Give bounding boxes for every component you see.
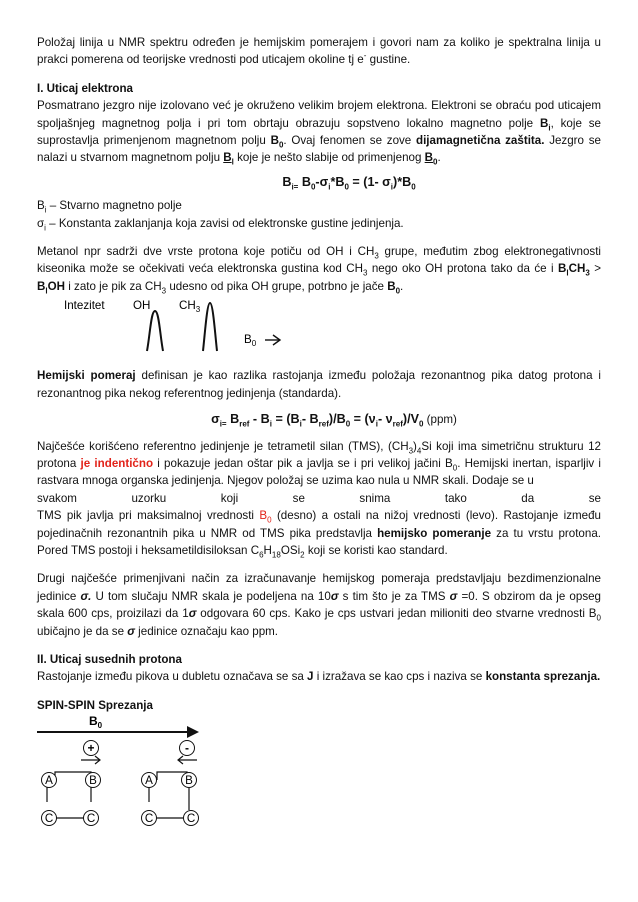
text: .: [437, 151, 441, 165]
text: , koje se suprostavlja primenjenom magnetnom polju: [37, 116, 601, 148]
right-atom-b-label: B: [185, 774, 193, 788]
highlight-identical: je indentično: [80, 456, 154, 470]
intensity-label: Intezitet: [64, 299, 105, 313]
section-title-electrons: I. Uticaj elektrona: [37, 81, 134, 95]
tms-paragraph: Najčešće korišćeno referentno jedinjenje je tetrametil silan (TMS), $(CH_3)_4Si$ koji ima simetričnu strukturu 12 protona je indentično i pokazuje jedan oštar pik a javlja se i pri velikoj jačini $B_0$. Hemijski inertan, isparljiv i rastvara mnoga organska jedinjenja. Njegov položaj se uzima kao nula u NMR skali. Dodaje se u: [37, 439, 602, 488]
text: koje je nešto slabije od primenjenog: [233, 151, 425, 165]
nmr-spectrum-figure: [37, 295, 601, 361]
left-atom-a-label: A: [45, 774, 53, 788]
ch3-label: $CH_3$: [179, 299, 201, 315]
term-chemical-shifting: hemijsko pomeranje: [377, 526, 492, 540]
tms-paragraph-cont: TMS pik javlja pri maksimalnoj vrednosti $B_0$ (desno) a ostali na nižoj vrednosti (levo). Rastojanje između pojedinačnih rezonantnih pika u NMR od TMS pika predstavlja hemijsko pomeranje za tu vrstu protona. Pored TMS postoji i heksametildisiloksan $C_6H_{18}OSi_2$ koji se koristi kao standard.: [37, 509, 601, 560]
left-atom-c1-label: C: [44, 812, 54, 826]
spin-spin-diagram: [37, 714, 601, 834]
document-page: [37, 34, 601, 834]
b0-label: $B_0$: [244, 333, 257, 349]
symbol: B: [223, 151, 232, 165]
ch3-peak: [203, 303, 217, 351]
equation-shielding: $B_{i=}$ $B_0-\sigma_i*B_0 = (1-$ $\sigma_i)*B_0$: [282, 174, 416, 192]
spin-b0-label: $B_0$: [89, 714, 103, 731]
left-atom-b-label: B: [89, 774, 97, 788]
text: . Ovaj fenomen se zove: [283, 134, 416, 148]
electrons-paragraph: [37, 97, 601, 167]
symbol: B: [270, 134, 279, 148]
tms-spread-line: svakom uzorku koji se snima tako da se: [37, 491, 601, 505]
sub: 0: [278, 140, 284, 150]
term-diamagnetic-shielding: dijamagnetična zaštita.: [416, 134, 545, 148]
intro-text: Položaj linija u NMR spektru određen je hemijskim pomerajem i govori nam za koliko je spektralna linija u prakci pomerena od teorijske vrednosti pod uticajem okoline tj e: [37, 36, 601, 67]
text: Jezgro se nalazi u stvarnom magnetnom polju: [37, 134, 601, 165]
methanol-paragraph: Metanol npr sadrži dve vrste protona koje potiču od OH i $CH_3$ grupe, međutim zbog elektronegativnosti kiseonika može se očekivati veća elektronska gustina kod $CH_3$ nego oko OH protona tako da će i $B_lCH_3 > B_lOH$ i zato je pik za $CH_3$ udesno od pika OH grupe, potrbno je jače $B_0$.: [37, 245, 601, 296]
symbol: B: [424, 151, 434, 165]
sub: i: [548, 122, 551, 132]
equation-chemical-shift: $\sigma_{i=}$ $B_{ref} - B_i = (B_i-$ $B_{ref})/B_0 = (\nu_i-$ $\nu_{ref})/V_0$ (ppm): [211, 412, 457, 429]
section-title-neighbor-protons: II. Uticaj susednih protona: [37, 652, 182, 666]
text: Posmatrano jezgro nije izolovano već je okruženo velikim brojem elektrona. Elektroni se obraću pod uticajem spoljašnjeg magnetnog polja i pri tom obrtaju obrazuju sopstveno lokalno magnetno polje: [37, 99, 601, 130]
left-atom-c2-label: C: [86, 812, 96, 826]
definition-sigma: $\sigma_i$ – Konstanta zaklanjanja koja zavisi od elektronske gustine jedinjenja.: [37, 216, 404, 232]
section-title-spin-spin: SPIN-SPIN Sprezanja: [37, 698, 153, 712]
coupling-paragraph: Rastojanje između pikova u dubletu označava se sa J i izražava se kao cps i naziva se konstanta sprezanja.: [37, 670, 601, 684]
right-atom-c1-label: C: [144, 812, 154, 826]
chemical-shift-paragraph: Hemijski pomeraj definisan je kao razlika rastojanja između položaja rezonantnog pika datog protona i rezonantnog pika nekog referentnog jedinjenja (standarda).: [37, 369, 601, 400]
plus-spin-sign: +: [87, 741, 95, 756]
symbol: B: [539, 116, 549, 130]
term-coupling-constant: konstanta sprezanja.: [485, 670, 601, 684]
sub: l: [231, 157, 234, 167]
right-atom-c2-label: C: [186, 812, 196, 826]
minus-spin-sign: -: [185, 741, 189, 756]
sub: 0: [433, 157, 438, 167]
oh-label: OH: [133, 299, 151, 313]
oh-peak: [147, 311, 163, 351]
intro-sup: -: [363, 51, 367, 61]
spin-b0-arrow-head: [187, 726, 199, 738]
sigma-units-paragraph: Drugi najčešće primenjivani način za izračunavanje hemijskog pomeraja predstavljaju bezdimenzionalne jedinice σ. U tom slučaju NMR skala je podeljena na 10σ s tim što je za TMS σ =0. S obzirom da je opseg skala 600 cps, proizilazi da 1σ odgovara 60 cps. Kako je cps ustvari jedan milioniti deo stvarne vrednosti $B_0$ ubičajno je da se σ jedinice označaju kao ppm.: [37, 572, 602, 638]
term-chemical-shift: Hemijski pomeraj: [37, 369, 136, 383]
intro-paragraph: [37, 34, 601, 69]
right-atom-a-label: A: [145, 774, 153, 788]
definition-bi: $B_i$ – Stvarno magnetno polje: [37, 199, 182, 215]
intro-text-end: gustine.: [366, 53, 411, 67]
